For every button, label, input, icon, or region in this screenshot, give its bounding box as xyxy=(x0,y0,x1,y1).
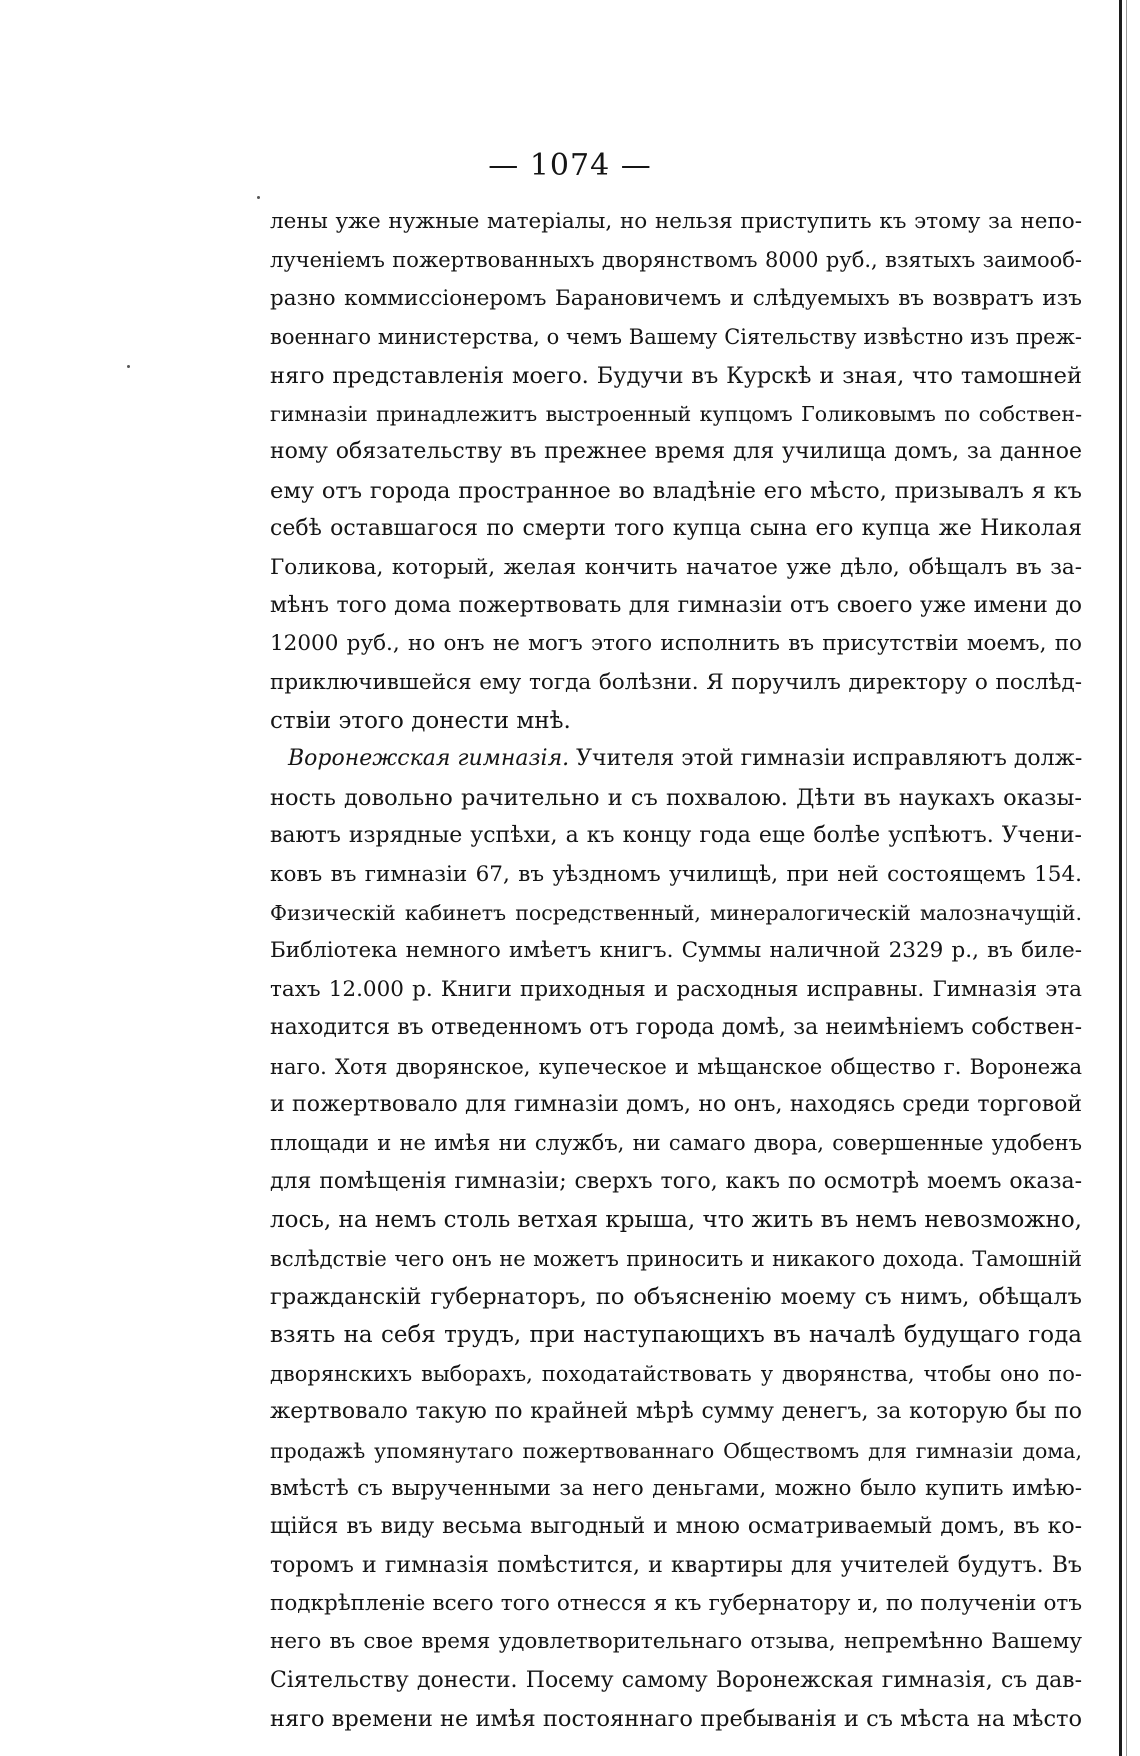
text-line: мѣнъ того дома пожертвовать для гимназіи отъ своего уже имени до xyxy=(270,592,1082,618)
text-line: дворянскихъ выборахъ, походатайствовать у дворянства, чтобы оно по- xyxy=(270,1361,1082,1386)
text-line: тахъ 12.000 р. Книги приходныя и расходныя исправны. Гимназія эта xyxy=(270,976,1082,1002)
text-line: военнаго министерства, о чемъ Вашему Сіятельству извѣстно изъ преж- xyxy=(270,325,1082,350)
text-line: приключившейся ему тогда болѣзни. Я поручилъ директору о послѣд- xyxy=(270,669,1082,695)
paragraph-first-line xyxy=(270,740,1082,778)
text-line: для помѣщенія гимназіи; сверхъ того, какъ по осмотрѣ моемъ оказа- xyxy=(270,1168,1082,1194)
text-line: ность довольно рачительно и съ похвалою. Дѣти въ наукахъ оказы- xyxy=(270,784,1082,811)
text-span: Учителя этой гимназіи исправляютъ долж- xyxy=(576,746,1082,772)
text-line: разно коммиссіонеромъ Барановичемъ и слѣдуемыхъ въ возвратъ изъ xyxy=(270,285,1082,311)
scan-speck xyxy=(127,365,130,368)
text-line: вмѣстѣ съ вырученными за него деньгами, можно было купить имѣю- xyxy=(270,1475,1082,1501)
text-line: гражданскій губернаторъ, по объясненію моему съ нимъ, обѣщалъ xyxy=(270,1283,1082,1310)
text-line: няго представленія моего. Будучи въ Курскѣ и зная, что тамошней xyxy=(270,362,1082,389)
scan-speck xyxy=(257,196,260,199)
text-line: ему отъ города пространное во владѣніе его мѣсто, призывалъ я къ xyxy=(270,477,1082,504)
text-line: наго. Хотя дворянское, купеческое и мѣщанское общество г. Воронежа xyxy=(270,1054,1082,1079)
text-line: вслѣдствіе чего онъ не можетъ приносить и никакого дохода. Тамошній xyxy=(270,1246,1082,1271)
text-line: ному обязательству въ прежнее время для училища домъ, за данное xyxy=(270,439,1082,465)
text-line: жертвовало такую по крайней мѣрѣ сумму денегъ, за которую бы по xyxy=(270,1399,1082,1425)
text-line: няго времени не имѣя постояннаго пребыванія и съ мѣста на мѣсто xyxy=(270,1706,1082,1733)
text-line: ствіи этого донести мнѣ. xyxy=(270,708,571,735)
page-edge-shadow xyxy=(1126,0,1127,1756)
text-line: торомъ и гимназія помѣстится, и квартиры для учителей будутъ. Въ xyxy=(270,1552,1082,1578)
page-number: — 1074 — xyxy=(488,148,652,183)
text-line: взять на себя трудъ, при наступающихъ въ началѣ будущаго года xyxy=(270,1322,1082,1349)
text-line: лученіемъ пожертвованныхъ дворянствомъ 8000 руб., взятыхъ заимооб- xyxy=(270,248,1082,273)
text-line: Библіотека немного имѣетъ книгъ. Суммы наличной 2329 р., въ биле- xyxy=(270,938,1082,964)
text-line: находится въ отведенномъ отъ города домѣ, за неимѣніемъ собствен- xyxy=(270,1015,1082,1041)
text-line: гимназіи принадлежитъ выстроенный купцомъ Голиковымъ по собствен- xyxy=(270,401,1082,426)
text-line: лены уже нужные матеріалы, но нельзя приступить къ этому за непо- xyxy=(270,209,1082,234)
text-line: и пожертвовало для гимназіи домъ, но онъ, находясь среди торговой xyxy=(270,1091,1082,1117)
text-line: лось, на немъ столь ветхая крыша, что жить въ немъ невозможно, xyxy=(270,1207,1082,1234)
section-heading: Воронежская гимназія. xyxy=(288,746,570,772)
text-line: Физическій кабинетъ посредственный, минералогическій малозначущій. xyxy=(270,901,1082,926)
text-line: площади и не имѣя ни службъ, ни самаго двора, совершенные удобенъ xyxy=(270,1131,1082,1156)
text-line: щійся въ виду весьма выгодный и мною осматриваемый домъ, въ ко- xyxy=(270,1514,1082,1540)
text-line: подкрѣпленіе всего того отнесся я къ губернатору и, по полученіи отъ xyxy=(270,1591,1082,1617)
page-edge-rule xyxy=(1119,0,1122,1756)
body-text xyxy=(270,203,1082,1739)
text-line: Сіятельству донести. Посему самому Воронежская гимназія, съ дав- xyxy=(270,1667,1082,1693)
text-line: ваютъ изрядные успѣхи, а къ концу года еще болѣе успѣютъ. Учени- xyxy=(270,823,1082,849)
text-line: себѣ оставшагося по смерти того купца сына его купца же Николая xyxy=(270,516,1082,542)
text-line: ковъ въ гимназіи 67, въ уѣздномъ училищѣ, при ней состоящемъ 154. xyxy=(270,861,1082,887)
text-line: него въ свое время удовлетворительнаго отзыва, непремѣнно Вашему xyxy=(270,1629,1082,1655)
text-line: Голикова, который, желая кончить начатое уже дѣло, обѣщалъ въ за- xyxy=(270,554,1082,580)
text-line: продажѣ упомянутаго пожертвованнаго Обществомъ для гимназіи дома, xyxy=(270,1438,1082,1463)
text-line: 12000 руб., но онъ не могъ этого исполнить въ присутствіи моемъ, по xyxy=(270,631,1082,657)
